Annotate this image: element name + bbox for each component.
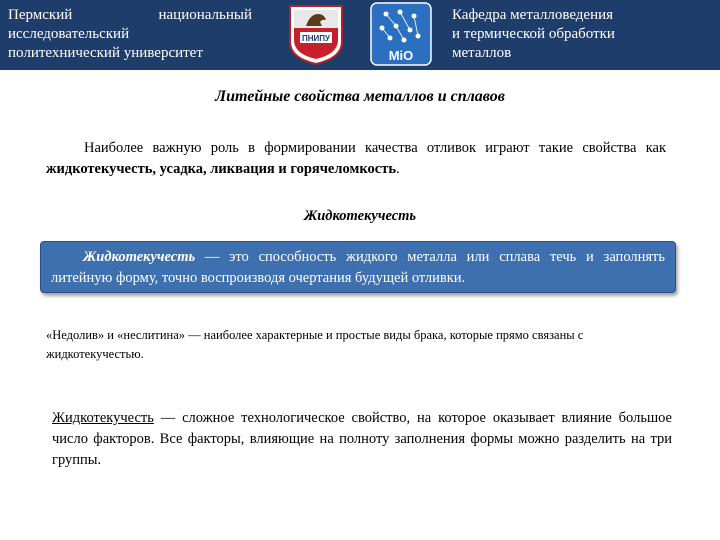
pnipu-logo [286,2,346,66]
university-name-line2: исследовательский [8,26,130,42]
intro-text-start: Наиболее важную роль в формировании качества отливок играют такие свойства как [84,140,666,156]
university-name-line1a: Пермский [8,7,73,23]
department-name-line1: Кафедра металловедения [452,7,614,23]
mio-logo [370,2,432,66]
university-name [8,6,252,63]
factors-paragraph [52,408,672,471]
section-heading: Жидкотекучесть [303,208,417,224]
factors-term: Жидкотекучесть [52,410,154,426]
mio-logo-text: МiО [388,48,414,63]
header-bar [0,0,720,70]
definition-text: — это способность жидкого металла или сплава течь и заполнять литейную форму, точно воспроизводя очертания будущей отливки. [51,249,665,286]
university-name-line3: политехнический университет [8,45,203,61]
defects-paragraph: «Недолив» и «неслитина» — наиболее характерные и простые виды брака, которые прямо связаны с жидкотекучестью. [46,328,584,361]
definition-term: Жидкотекучесть [83,249,196,265]
intro-bold-properties: жидкотекучесть, усадка, ликвация и горячеломкость [46,161,396,177]
definition-box [40,241,676,293]
department-name [452,6,712,63]
pnipu-logo-text: ПНИПУ [301,34,331,43]
intro-text-end: . [396,161,400,177]
factors-text: — сложное технологическое свойство, на которое оказывает влияние большое число факторов. Все факторы, влияющие на полноту заполнения формы можно разделить на три группы. [52,410,672,468]
university-name-line1b: национальный [158,7,252,23]
department-name-line3: металлов [452,45,512,61]
department-name-line2: и термической обработки [452,26,615,42]
slide-title: Литейные свойства металлов и сплавов [215,88,505,105]
intro-paragraph [46,138,666,180]
